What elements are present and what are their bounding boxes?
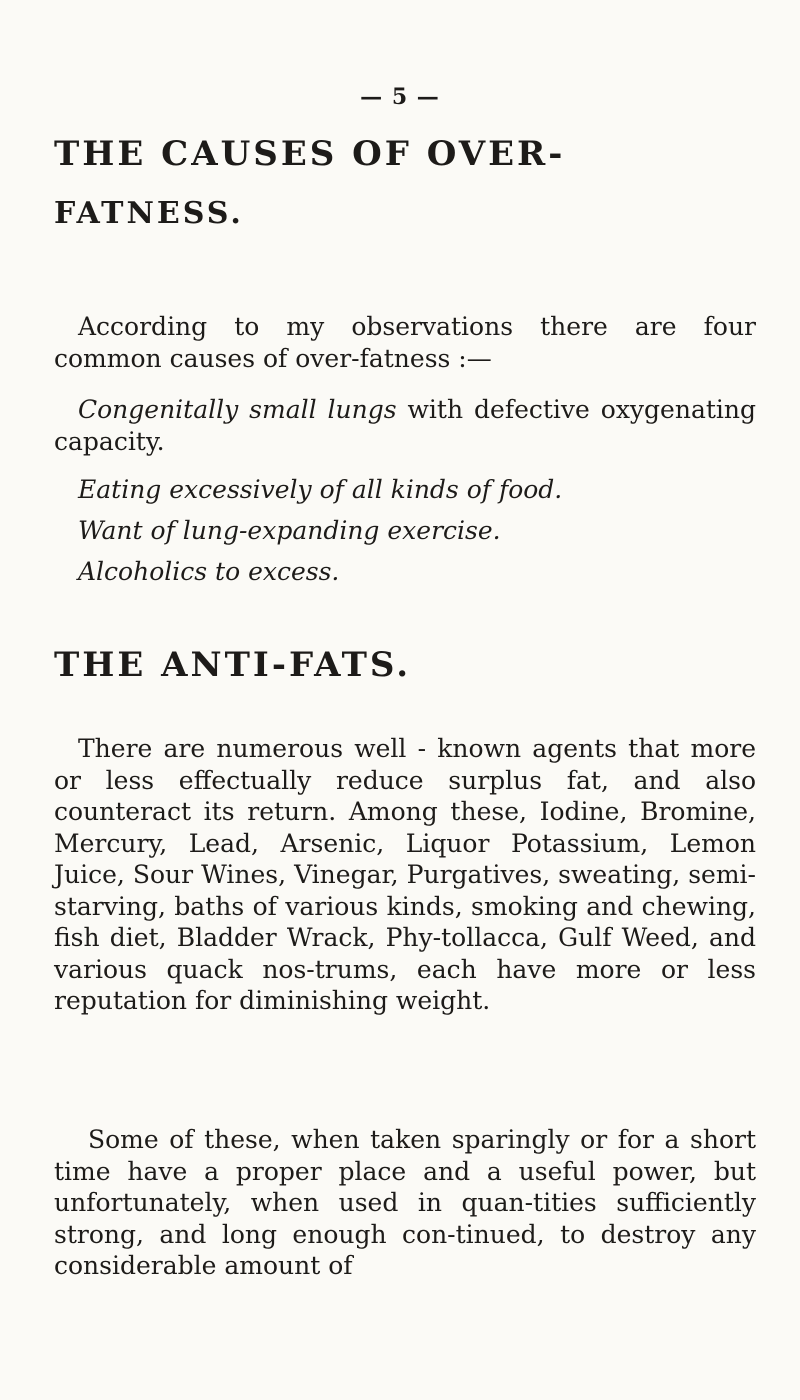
section-heading-causes: THE CAUSES OF OVER- (54, 134, 566, 174)
cause-item-3 (78, 515, 756, 547)
cause-item-4 (78, 556, 756, 588)
agents-paragraph: There are numerous well - known agents that more or less effectually reduce surplus fat, and also counteract its return. Among these, Iodine, Bromine, Mercury, Lead, Arsenic, Liquor Potassium, Lemon Juice, Sour Wines, Vinegar, Purgatives, sweating, semi-starving, baths of various kinds, smoking and chewing, fish diet, Bladder Wrack, Phy-tollacca, Gulf Weed, and various quack nos-trums, each have more or less reputation for diminishing weight. (54, 734, 756, 1015)
section-heading-causes-continued: FATNESS. (54, 196, 244, 231)
page-number: — 5 — (360, 84, 440, 110)
closing-paragraph: Some of these, when taken sparingly or for a short time have a proper place and a useful power, but unfortunately, when used in quan-tities sufficiently strong, and long enough con-tinued, to destroy any considerable amount of (54, 1125, 756, 1280)
cause-item-1 (54, 394, 756, 457)
cause-item-1-italic: Congenitally small lungs (78, 395, 397, 424)
cause-item-3-italic: Want of lung-expanding exercise. (78, 516, 501, 545)
section-heading-anti-fats: THE ANTI-FATS. (54, 645, 412, 685)
cause-item-1-rest: with defective oxygenating capacity. (54, 395, 756, 456)
cause-item-2-italic: Eating excessively of all kinds of food. (78, 475, 563, 504)
intro-paragraph: According to my observations there are four common causes of over-fatness :— (54, 312, 756, 373)
cause-item-4-italic: Alcoholics to excess. (78, 557, 340, 586)
cause-item-2 (78, 474, 756, 506)
